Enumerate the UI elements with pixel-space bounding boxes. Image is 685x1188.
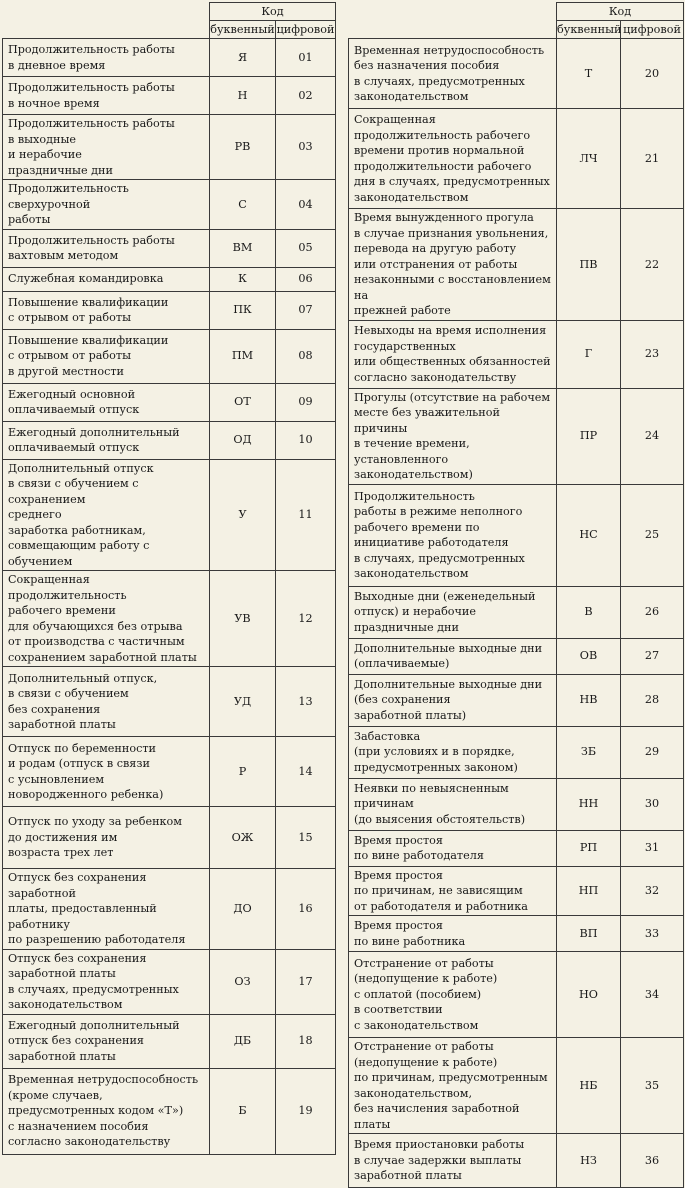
table-row <box>349 952 684 1038</box>
table-row <box>3 807 336 869</box>
letter-code: НП <box>557 866 621 916</box>
code-description: Время простоя по причинам, не зависящим от работодателя и работника <box>349 866 557 916</box>
table-row <box>3 115 336 180</box>
code-description: Продолжительность работы в режиме неполного рабочего времени по инициативе работодателя в случаях, предусмотренных законодательством <box>349 484 557 586</box>
left-code-table <box>2 2 336 1155</box>
table-row <box>349 1134 684 1188</box>
digit-code: 24 <box>621 388 684 484</box>
table-row <box>3 737 336 807</box>
digit-code: 19 <box>276 1068 336 1154</box>
letter-code: НБ <box>557 1038 621 1134</box>
letter-code: Н <box>210 77 276 115</box>
table-row <box>3 383 336 421</box>
digit-code: 31 <box>621 830 684 866</box>
code-description: Повышение квалификации с отрывом от работы <box>3 291 210 329</box>
code-description: Отпуск без сохранения заработной платы, предоставленный работнику по разрешению работодателя <box>3 869 210 950</box>
table-row <box>3 949 336 1014</box>
letter-code: Т <box>557 39 621 109</box>
digit-code: 30 <box>621 778 684 830</box>
digit-code: 21 <box>621 109 684 209</box>
code-description: Продолжительность сверхурочной работы <box>3 180 210 230</box>
digit-code: 17 <box>276 949 336 1014</box>
digit-code: 04 <box>276 180 336 230</box>
digit-code: 05 <box>276 229 336 267</box>
letter-code: ОВ <box>557 638 621 674</box>
table-row <box>3 77 336 115</box>
digit-code: 03 <box>276 115 336 180</box>
code-description: Дополнительные выходные дни (оплачиваемые) <box>349 638 557 674</box>
code-description: Отстранение от работы (недопущение к работе) с оплатой (пособием) в соответствии с законодательством <box>349 952 557 1038</box>
digit-code: 36 <box>621 1134 684 1188</box>
table-row <box>349 484 684 586</box>
code-description: Неявки по невыясненным причинам (до выясения обстоятельств) <box>349 778 557 830</box>
table-row <box>349 388 684 484</box>
code-group-header: Код <box>557 3 684 21</box>
letter-code: К <box>210 267 276 291</box>
table-row <box>3 869 336 950</box>
digit-code: 33 <box>621 916 684 952</box>
letter-code: ВМ <box>210 229 276 267</box>
code-description: Прогулы (отсутствие на рабочем месте без уважительной причины в течение времени, установленного законодательством) <box>349 388 557 484</box>
digit-code: 29 <box>621 726 684 778</box>
table-row <box>349 1038 684 1134</box>
code-description: Дополнительные выходные дни (без сохранения заработной платы) <box>349 674 557 726</box>
letter-code: ЛЧ <box>557 109 621 209</box>
table-row <box>3 291 336 329</box>
table-row <box>349 209 684 321</box>
letter-code: Б <box>210 1068 276 1154</box>
table-row <box>3 39 336 77</box>
letter-code: ПР <box>557 388 621 484</box>
code-description: Продолжительность работы в выходные и нерабочие праздничные дни <box>3 115 210 180</box>
table-row <box>349 674 684 726</box>
letter-code-header: буквенный <box>210 21 276 39</box>
letter-code: НВ <box>557 674 621 726</box>
digit-code: 11 <box>276 459 336 571</box>
table-row <box>3 329 336 383</box>
digit-code-header: цифровой <box>621 21 684 39</box>
digit-code: 34 <box>621 952 684 1038</box>
code-group-header: Код <box>210 3 336 21</box>
letter-code: ЗБ <box>557 726 621 778</box>
code-description: Отстранение от работы (недопущение к работе) по причинам, предусмотренным законодательством, без начисления заработной платы <box>349 1038 557 1134</box>
code-description: Временная нетрудоспособность без назначения пособия в случаях, предусмотренных законодательством <box>349 39 557 109</box>
letter-code: ДБ <box>210 1014 276 1068</box>
letter-code: УД <box>210 667 276 737</box>
code-description: Дополнительный отпуск в связи с обучением с сохранением среднего заработка работникам, совмещающим работу с обучением <box>3 459 210 571</box>
letter-code: ОД <box>210 421 276 459</box>
digit-code: 14 <box>276 737 336 807</box>
letter-code: ПМ <box>210 329 276 383</box>
digit-code: 25 <box>621 484 684 586</box>
letter-code: ОТ <box>210 383 276 421</box>
digit-code: 18 <box>276 1014 336 1068</box>
digit-code: 28 <box>621 674 684 726</box>
code-description: Отпуск без сохранения заработной платы в случаях, предусмотренных законодательством <box>3 949 210 1014</box>
letter-code: Р <box>210 737 276 807</box>
code-description: Невыходы на время исполнения государственных или общественных обязанностей согласно законодательству <box>349 320 557 388</box>
code-description: Служебная командировка <box>3 267 210 291</box>
letter-code: НО <box>557 952 621 1038</box>
digit-code: 02 <box>276 77 336 115</box>
code-description: Время простоя по вине работодателя <box>349 830 557 866</box>
code-description: Повышение квалификации с отрывом от работы в другой местности <box>3 329 210 383</box>
digit-code-header: цифровой <box>276 21 336 39</box>
letter-code: ПВ <box>557 209 621 321</box>
code-description: Отпуск по уходу за ребенком до достижения им возраста трех лет <box>3 807 210 869</box>
table-row <box>3 421 336 459</box>
digit-code: 15 <box>276 807 336 869</box>
digit-code: 13 <box>276 667 336 737</box>
digit-code: 32 <box>621 866 684 916</box>
letter-code: С <box>210 180 276 230</box>
letter-code: НЗ <box>557 1134 621 1188</box>
code-description: Ежегодный дополнительный оплачиваемый отпуск <box>3 421 210 459</box>
letter-code: НС <box>557 484 621 586</box>
table-row <box>349 726 684 778</box>
header-blank <box>3 3 210 39</box>
digit-code: 01 <box>276 39 336 77</box>
code-description: Продолжительность работы в ночное время <box>3 77 210 115</box>
digit-code: 20 <box>621 39 684 109</box>
digit-code: 09 <box>276 383 336 421</box>
letter-code: Г <box>557 320 621 388</box>
table-row <box>349 866 684 916</box>
table-row <box>349 586 684 638</box>
digit-code: 35 <box>621 1038 684 1134</box>
code-description: Временная нетрудоспособность (кроме случаев, предусмотренных кодом «Т») с назначением пособия согласно законодательству <box>3 1068 210 1154</box>
code-description: Забастовка (при условиях и в порядке, предусмотренных законом) <box>349 726 557 778</box>
table-row <box>349 830 684 866</box>
table-row <box>3 1068 336 1154</box>
digit-code: 12 <box>276 571 336 667</box>
letter-code-header: буквенный <box>557 21 621 39</box>
digit-code: 22 <box>621 209 684 321</box>
code-description: Ежегодный дополнительный отпуск без сохранения заработной платы <box>3 1014 210 1068</box>
table-row <box>349 916 684 952</box>
table-row <box>3 267 336 291</box>
letter-code: В <box>557 586 621 638</box>
code-description: Время вынужденного прогула в случае признания увольнения, перевода на другую работу или отстранения от работы незаконными с восстановлением на прежней работе <box>349 209 557 321</box>
digit-code: 27 <box>621 638 684 674</box>
letter-code: РВ <box>210 115 276 180</box>
code-description: Сокращенная продолжительность рабочего времени против нормальной продолжительности рабочего дня в случаях, предусмотренных законодательством <box>349 109 557 209</box>
table-row <box>3 667 336 737</box>
digit-code: 16 <box>276 869 336 950</box>
code-description: Отпуск по беременности и родам (отпуск в связи с усыновлением новородженного ребенка) <box>3 737 210 807</box>
right-code-table <box>348 2 684 1188</box>
letter-code: ДО <box>210 869 276 950</box>
digit-code: 10 <box>276 421 336 459</box>
letter-code: ОЗ <box>210 949 276 1014</box>
letter-code: Я <box>210 39 276 77</box>
letter-code: РП <box>557 830 621 866</box>
code-description: Дополнительный отпуск, в связи с обучением без сохранения заработной платы <box>3 667 210 737</box>
table-row <box>349 39 684 109</box>
letter-code: НН <box>557 778 621 830</box>
table-row <box>349 778 684 830</box>
letter-code: ОЖ <box>210 807 276 869</box>
code-description: Ежегодный основной оплачиваемый отпуск <box>3 383 210 421</box>
letter-code: У <box>210 459 276 571</box>
letter-code: ПК <box>210 291 276 329</box>
digit-code: 07 <box>276 291 336 329</box>
code-description: Время простоя по вине работника <box>349 916 557 952</box>
table-row <box>3 571 336 667</box>
code-description: Выходные дни (еженедельный отпуск) и нерабочие праздничные дни <box>349 586 557 638</box>
code-description: Продолжительность работы вахтовым методом <box>3 229 210 267</box>
code-description: Время приостановки работы в случае задержки выплаты заработной платы <box>349 1134 557 1188</box>
table-row <box>3 229 336 267</box>
table-row <box>349 109 684 209</box>
letter-code: УВ <box>210 571 276 667</box>
digit-code: 08 <box>276 329 336 383</box>
table-row <box>3 180 336 230</box>
table-row <box>3 459 336 571</box>
header-blank <box>349 3 557 39</box>
digit-code: 23 <box>621 320 684 388</box>
table-row <box>349 320 684 388</box>
code-description: Продолжительность работы в дневное время <box>3 39 210 77</box>
digit-code: 06 <box>276 267 336 291</box>
code-description: Сокращенная продолжительность рабочего времени для обучающихся без отрыва от производства с частичным сохранением заработной платы <box>3 571 210 667</box>
table-row <box>349 638 684 674</box>
letter-code: ВП <box>557 916 621 952</box>
digit-code: 26 <box>621 586 684 638</box>
table-row <box>3 1014 336 1068</box>
